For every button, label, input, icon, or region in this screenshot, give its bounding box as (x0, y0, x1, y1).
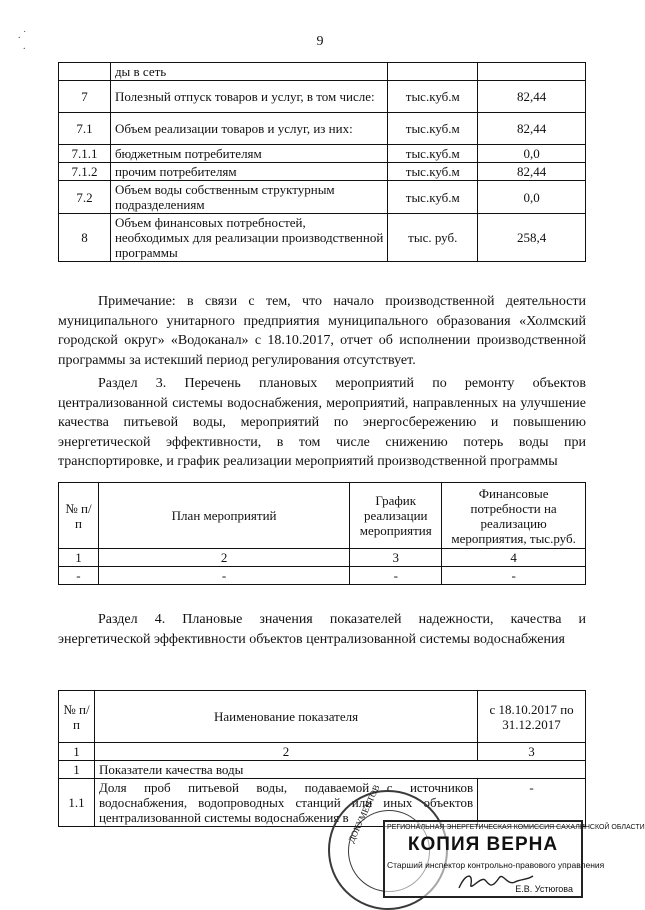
table-row (59, 181, 586, 214)
section3-title: Раздел 3. Перечень плановых мероприятий по ремонту объектов централизованной системы водоснабжения, мероприятий, направленных на улучшение качества питьевой воды, мероприятий по энергосбережению и повышению энергетической эффективности, в том числе снижению потерь воды при транспортировке, и график реализации мероприятий производственной программы (58, 376, 586, 469)
row-num: 7.1 (59, 113, 111, 145)
plan-header-schedule: График реализации мероприятия (350, 483, 442, 549)
row-value (478, 63, 586, 81)
row-num: 7.2 (59, 181, 111, 214)
row-num: 7.1.2 (59, 163, 111, 181)
row-num: 7.1.1 (59, 145, 111, 163)
page-number: 9 (316, 34, 324, 49)
plan-cell: - (98, 567, 349, 585)
row-num: 8 (59, 214, 111, 262)
stamp-organization: РЕГИОНАЛЬНАЯ ЭНЕРГЕТИЧЕСКАЯ КОМИССИЯ САХАЛИНСКОЙ ОБЛАСТИ (387, 824, 645, 831)
values-row-name: Доля проб питьевой воды, подаваемой с источников водоснабжения, водопроводных станций или иных объектов централизованной системы водоснабжения в (94, 779, 477, 827)
row-name: Объем финансовых потребностей, необходимых для реализации производственной программы (110, 214, 387, 262)
row-value: 258,4 (478, 214, 586, 262)
row-unit: тыс.куб.м (388, 145, 478, 163)
row-name: бюджетным потребителям (110, 145, 387, 163)
section4-title: Раздел 4. Плановые значения показателей надежности, качества и энергетической эффективности объектов централизованной системы водоснабжения (58, 612, 586, 647)
row-name: Полезный отпуск товаров и услуг, в том числе: (110, 81, 387, 113)
values-header-name: Наименование показателя (94, 691, 477, 743)
row-value: 82,44 (478, 163, 586, 181)
plan-colnum-3: 3 (350, 549, 442, 567)
stamp-title: КОПИЯ ВЕРНА (407, 834, 559, 855)
table-row (59, 145, 586, 163)
row-value: 82,44 (478, 113, 586, 145)
values-colnum-3: 3 (478, 743, 586, 761)
row-unit (388, 63, 478, 81)
plan-colnum-4: 4 (442, 549, 586, 567)
note-paragraph: Примечание: в связи с тем, что начало производственной деятельности муниципального унитарного предприятия муниципального образования «Холмский городской округ» «Водоканал» с 18.10.2017, отчет об исполнении производственной программы за истекший период регулирования отсутствует. (58, 294, 586, 368)
values-group-name: Показатели качества воды (94, 761, 585, 779)
values-row-value: - (478, 779, 586, 827)
plan-header-num: № п/п (59, 483, 99, 549)
row-value: 82,44 (478, 81, 586, 113)
table-row (59, 81, 586, 113)
plan-colnum-2: 2 (98, 549, 349, 567)
values-header-num: № п/п (59, 691, 95, 743)
stamp-name: Е.В. Устюгова (515, 884, 573, 894)
row-name: ды в сеть (110, 63, 387, 81)
values-group-num: 1 (59, 761, 95, 779)
values-table (58, 690, 586, 827)
values-header-period: с 18.10.2017 по 31.12.2017 (478, 691, 586, 743)
table-row (59, 113, 586, 145)
table-row (59, 214, 586, 262)
table-row (59, 63, 586, 81)
indicators-table (58, 62, 586, 262)
values-colnum-1: 1 (59, 743, 95, 761)
plan-header-measures: План мероприятий (98, 483, 349, 549)
stamp-position: Старший инспектор контрольно-правового управления (387, 860, 605, 870)
row-name: прочим потребителям (110, 163, 387, 181)
row-unit: тыс.куб.м (388, 81, 478, 113)
row-unit: тыс.куб.м (388, 113, 478, 145)
plan-cell: - (442, 567, 586, 585)
plan-colnum-1: 1 (59, 549, 99, 567)
row-unit: тыс. руб. (388, 214, 478, 262)
row-unit: тыс.куб.м (388, 181, 478, 214)
scan-marks: . ˙ . (18, 30, 27, 52)
values-row-num: 1.1 (59, 779, 95, 827)
plan-table (58, 482, 586, 585)
copy-certified-stamp (383, 820, 645, 898)
row-value: 0,0 (478, 181, 586, 214)
plan-cell: - (350, 567, 442, 585)
row-value: 0,0 (478, 145, 586, 163)
round-stamp-text: ДОКУМЕНТОВ (346, 783, 382, 845)
row-name: Объем реализации товаров и услуг, из них: (110, 113, 387, 145)
table-row (59, 163, 586, 181)
row-num: 7 (59, 81, 111, 113)
values-colnum-2: 2 (94, 743, 477, 761)
plan-header-finance: Финансовые потребности на реализацию мероприятия, тыс.руб. (442, 483, 586, 549)
plan-cell: - (59, 567, 99, 585)
row-num (59, 63, 111, 81)
row-name: Объем воды собственным структурным подразделениям (110, 181, 387, 214)
row-unit: тыс.куб.м (388, 163, 478, 181)
